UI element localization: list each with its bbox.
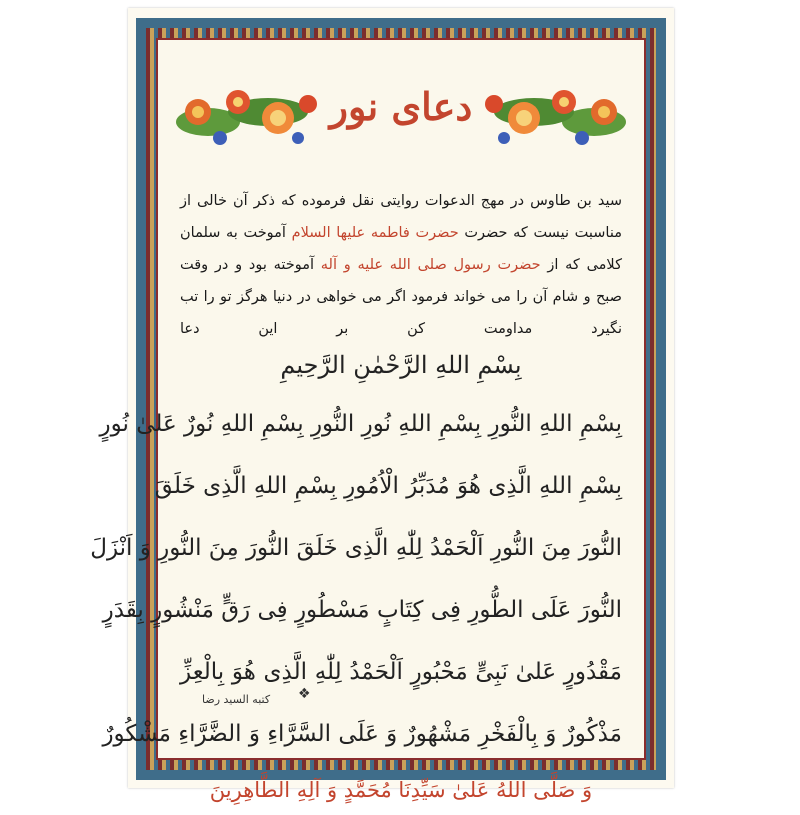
header [158,62,644,182]
prayer-line: النُّورَ مِنَ النُّورِ اَلْحَمْدُ لِلّٰهِ الَّذِی خَلَقَ النُّورَ مِنَ النُّورِ وَ اَنْزَلَ [90,535,622,561]
basmala: بِسْمِ اللهِ الرَّحْمٰنِ الرَّحِیمِ [280,351,522,379]
intro-highlight: علیها السلام [291,225,366,241]
prayer-line: بِسْمِ اللهِ الَّذِی هُوَ مُدَبِّرُ الْاُمُورِ بِسْمِ اللهِ الَّذِی خَلَقَ [154,473,622,499]
decorative-border [90,18,666,802]
intro-text: آموخت به سلمان کلامی که از [180,225,622,273]
calligrapher-signature: کتبه السید رضا [202,693,271,706]
prayer-line: النُّورَ عَلَی الطُّورِ فِی کِتَابٍ مَسْطُورٍ فِی رَقٍّ مَنْشُورٍ بِقَدَرٍ [102,597,622,623]
prayer-line: مَقْدُورٍ عَلیٰ نَبِیٍّ مَحْبُورٍ اَلْحَمْدُ لِلّٰهِ الَّذِی هُوَ بِالْعِزِّ [180,659,622,685]
intro-highlight: حضرت فاطمه [370,225,459,241]
inner-panel [90,38,646,802]
page-title: دعای نور [329,84,473,129]
ornament-dot-icon: ❖ [298,686,311,702]
prayer-line: بِسْمِ اللهِ النُّورِ بِسْمِ اللهِ نُورِ النُّورِ بِسْمِ اللهِ نُورٌ عَلیٰ نُورٍ [99,411,622,437]
prayer-card [90,8,674,802]
intro-text: سید بن طاوس در مهج الدعوات روایتی نقل فرموده که ذکر آن خالی از مناسبت نیست که حضرت [180,193,622,241]
intro-text: صبح و شام آن را می خواند فرمود اگر می خواهی در دنیا هرگز تو را تب نگیرد مداومت کن بر این دعا [180,289,622,337]
intro-highlight: حضرت رسول صلی الله علیه و آله [320,257,541,273]
intro-paragraph [180,185,622,345]
prayer-line: مَذْکُورٌ وَ بِالْفَخْرِ مَشْهُورٌ وَ عَلَی السَّرَّاءِ وَ الضَّرَّاءِ مَشْکُورٌ [102,721,622,747]
closing-line: وَ صَلَّی اللهُ عَلیٰ سَیِّدِنَا مُحَمَّدٍ وَ آلِهِ الطَّاهِرِینَ [209,778,593,802]
prayer-content [90,185,622,815]
intro-text: آموخته بود و در وقت [180,257,321,273]
